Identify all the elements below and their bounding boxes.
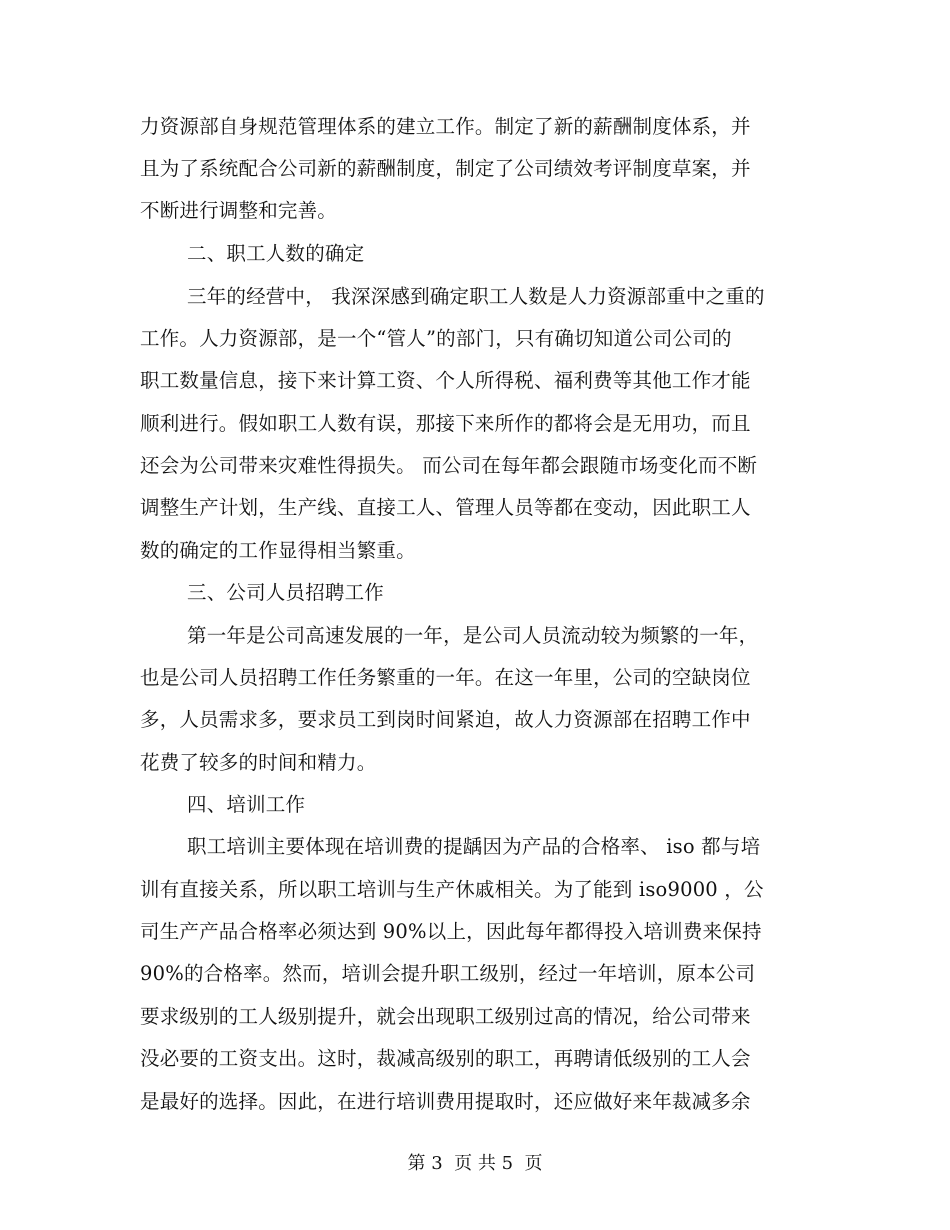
paragraph-line: 三年的经营中， 我深深感到确定职工人数是人力资源部重中之重的	[187, 285, 765, 308]
paragraph-line: 顺利进行。假如职工人数有误，那接下来所作的都将会是无用功，而且	[140, 412, 751, 435]
paragraph-line: 90%的合格率。然而，培训会提升职工级别，经过一年培训，原本公司	[140, 962, 756, 985]
paragraph-line: 调整生产计划，生产线、直接工人、管理人员等都在变动，因此职工人	[140, 496, 751, 519]
page-number-footer: 第 3 页 共 5 页	[407, 1153, 543, 1174]
paragraph-line: 第一年是公司高速发展的一年，是公司人员流动较为频繁的一年，	[187, 624, 759, 647]
paragraph-line: 还会为公司带来灾难性得损失。 而公司在每年都会跟随市场变化而不断	[140, 454, 758, 477]
section-heading-3: 三、公司人员招聘工作	[187, 581, 385, 604]
paragraph-line: 是最好的选择。因此，在进行培训费用提取时，还应做好来年裁减多余	[140, 1090, 751, 1113]
paragraph-line: 数的确定的工作显得相当繁重。	[140, 539, 416, 562]
paragraph-line: 且为了系统配合公司新的薪酬制度，制定了公司绩效考评制度草案，并	[140, 157, 751, 180]
paragraph-line: 司生产产品合格率必须达到 90%以上，因此每年都得投入培训费来保持	[140, 920, 762, 943]
paragraph-line: 花费了较多的时间和精力。	[140, 751, 377, 774]
paragraph-line: 力资源部自身规范管理体系的建立工作。制定了新的薪酬制度体系，并	[140, 115, 751, 138]
paragraph-line: 没必要的工资支出。这时，裁减高级别的职工，再聘请低级别的工人会	[140, 1047, 751, 1070]
paragraph-line: 职工数量信息，接下来计算工资、个人所得税、福利费等其他工作才能	[140, 369, 751, 392]
paragraph-line: 要求级别的工人级别提升，就会出现职工级别过高的情况，给公司带来	[140, 1005, 751, 1028]
section-heading-4: 四、培训工作	[187, 793, 306, 816]
paragraph-line: 训有直接关系，所以职工培训与生产休戚相关。为了能到 iso9000 ，公	[140, 878, 764, 901]
paragraph-line: 工作。人力资源部，是一个“管人”的部门，只有确切知道公司公司的	[140, 327, 732, 350]
paragraph-line: 不断进行调整和完善。	[140, 199, 338, 222]
paragraph-line: 职工培训主要体现在培训费的提龋因为产品的合格率、 iso 都与培	[187, 835, 761, 858]
section-heading-2: 二、职工人数的确定	[187, 242, 365, 265]
paragraph-line: 也是公司人员招聘工作任务繁重的一年。在这一年里，公司的空缺岗位	[140, 666, 751, 689]
paragraph-line: 多，人员需求多，要求员工到岗时间紧迫，故人力资源部在招聘工作中	[140, 708, 751, 731]
